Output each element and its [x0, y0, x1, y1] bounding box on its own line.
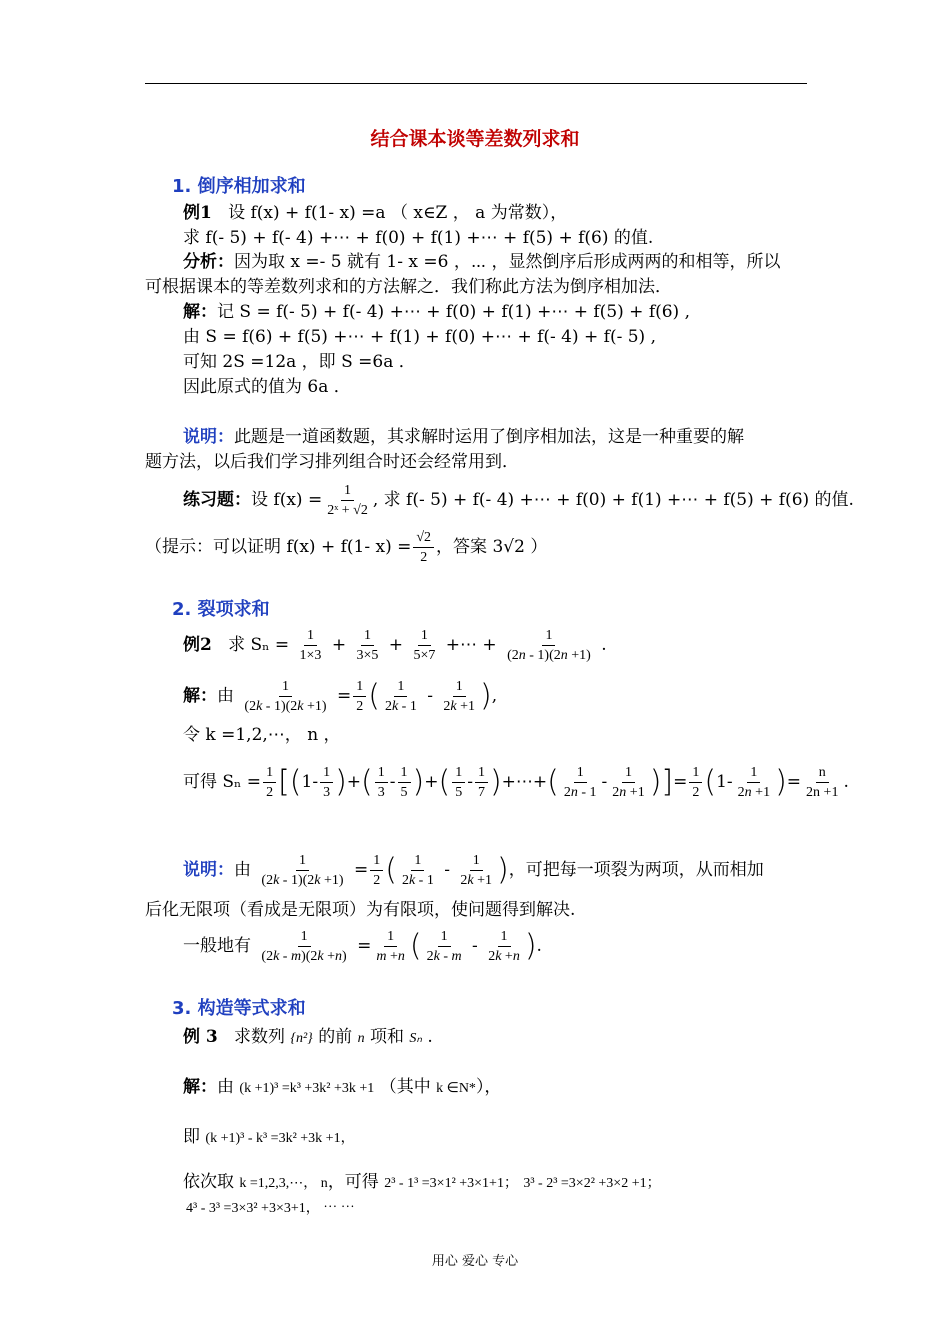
header-rule	[145, 83, 807, 84]
example-1-text: 设 f(x) + f(1- x) =a （ x∈Z ， a 为常数），	[228, 203, 568, 223]
example-2-pre: 求 Sₙ =	[228, 635, 290, 655]
analysis-label: 分析：	[183, 252, 234, 272]
example-2-term-3: $\frac{1}{5\times 7}$	[413, 628, 436, 663]
seq-k: k =1,2,3,⋯， n	[239, 1176, 328, 1191]
solution-1-line-2: 由 S = f(6) + f(5) +⋯ + f(1) + f(0) +⋯ + f(- 4) + f(- 5) ,	[183, 327, 656, 347]
page-title: 结合课本谈等差数列求和	[370, 128, 580, 150]
example-1	[183, 202, 567, 224]
general-line: 一般地有 $\frac{1}{(2k - m)(2k +n)}$ = $\frac{1}{m +n}$ ( $\frac{1}{2k - m}$ - $\frac{1}{2k +n}$ ).	[183, 928, 542, 964]
seq-pre: 依次取	[183, 1172, 234, 1192]
note-2-pre: 由	[234, 860, 251, 880]
solution-3-pre: 由	[217, 1077, 234, 1097]
note-2-line-1: 说明：由 $\frac{1}{(2k - 1)(2k +1)}$ = $\frac{1}{2}$ ( $\frac{1}{2k - 1}$ - $\frac{1}{2k +1}$ )，可把每一项裂为两项，从而相加	[183, 852, 764, 888]
hint-fraction-den: 2	[420, 550, 428, 565]
seq-line-1	[183, 1171, 661, 1195]
section-1-heading: 1. 倒序相加求和	[172, 176, 306, 197]
get-result-den: 2n +1	[806, 785, 839, 800]
solution-3-line-1	[183, 1076, 501, 1100]
let-line: 令 k =1,2,⋯， n ，	[183, 725, 341, 745]
get-result	[803, 764, 841, 801]
hint-fraction	[413, 529, 434, 566]
example-2-label: 例2	[183, 635, 212, 655]
solution-2-label: 解：	[183, 686, 217, 706]
solution-1-label: 解：	[183, 302, 217, 322]
get-pre: 可得 Sₙ =	[183, 772, 262, 792]
get-line: 可得 Sₙ = $\frac{1}{2}$ [(1- $\frac{1}{3}$ )+( $\frac{1}{3}$ - $\frac{1}{5}$ )+( $\frac{1}{5}$ - $\frac{1}{7}$ )+⋯+( $\frac{1}{2n - 1}$ - $\frac{1}{2n +1}$ )]= $\frac{1}{2}$ (1- $\frac{1}{2n +1}$ )= $\frac{n}{2n +1}$ .	[183, 764, 849, 800]
solution-1-line-1	[183, 301, 690, 323]
practice-pre: 设 f(x) =	[251, 490, 323, 510]
solution-2-half: $\frac{1}{2}$	[353, 678, 366, 715]
practice-label: 练习题：	[183, 490, 251, 510]
section-3-heading: 3. 构造等式求和	[172, 998, 306, 1019]
solution-2-b: $\frac{1}{2k +1}$	[443, 679, 476, 714]
example-1-question: 求 f(- 5) + f(- 4) +⋯ + f(0) + f(1) +⋯ + f(5) + f(6) 的值.	[183, 228, 654, 248]
analysis-line-1	[183, 251, 781, 273]
example-2-term-n: $\frac{1}{(2n - 1)(2n +1)}$	[507, 628, 591, 663]
example-3-label: 例 3	[183, 1027, 218, 1047]
practice-fraction-num: 1	[341, 482, 354, 501]
example-3-s: Sₙ	[409, 1031, 422, 1046]
example-3-text-a: 求数列	[233, 1027, 285, 1047]
note-1-line-1	[183, 426, 744, 448]
analysis-line-2: 可根据课本的等差数列求和的方法解之．我们称此方法为倒序相加法．	[145, 277, 672, 297]
note-2-line-2: 后化无限项（看成是无限项）为有限项，使问题得到解决.	[145, 900, 576, 920]
solution-2-frac: $\frac{1}{(2k - 1)(2k +1)}$	[244, 679, 327, 714]
solution-2-pre: 由	[217, 686, 234, 706]
solution-3-eq: (k +1)³ =k³ +3k² +3k +1	[239, 1081, 375, 1096]
note-2-post: ，可把每一项裂为两项，从而相加	[508, 860, 764, 880]
analysis-text-1: 因为取 x =- 5 就有 1- x =6 ，⋯ ，显然倒序后形成两两的和相等，所以	[234, 252, 781, 272]
note-1-line-2: 题方法，以后我们学习排列组合时还会经常用到．	[145, 452, 519, 472]
ie-line	[183, 1126, 355, 1150]
seq-mid: ，可得	[327, 1172, 379, 1192]
example-1-label: 例1	[183, 203, 212, 223]
seq-eq-2: 3³ - 2³ =3×2² +3×2 +1；	[523, 1176, 661, 1191]
section-2-heading: 2. 裂项求和	[172, 599, 270, 620]
note-1-label: 说明：	[183, 427, 234, 447]
example-3-seq: {n²}	[290, 1031, 313, 1046]
seq-eq-1: 2³ - 1³ =3×1² +3×1+1；	[384, 1176, 518, 1191]
practice-line	[183, 480, 854, 520]
solution-3-end: ），	[475, 1077, 502, 1097]
practice-post: , 求 f(- 5) + f(- 4) +⋯ + f(0) + f(1) +⋯ + f(5) + f(6) 的值.	[372, 490, 854, 510]
solution-2-a: $\frac{1}{2k - 1}$	[384, 679, 417, 714]
hint-post: ，答案 3√2 ）	[436, 537, 548, 557]
solution-1-text-1: 记 S = f(- 5) + f(- 4) +⋯ + f(0) + f(1) +⋯ + f(5) + f(6) ,	[217, 302, 690, 322]
ie-eq: (k +1)³ - k³ =3k² +3k +1，	[205, 1131, 355, 1146]
note-2-label: 说明：	[183, 860, 234, 880]
hint-line	[145, 527, 547, 567]
solution-3-cond: k ∈N*	[436, 1081, 476, 1096]
example-2: 例2 求 Sₙ = $\frac{1}{1\times 3}$ + $\frac{1}{3\times 5}$ + $\frac{1}{5\times 7}$ +⋯ + $\frac{1}{(2n - 1)(2n +1)}$ .	[183, 628, 607, 663]
ie-pre: 即	[183, 1127, 200, 1147]
solution-3-label: 解：	[183, 1077, 217, 1097]
solution-2-line-1: 解：由 $\frac{1}{(2k - 1)(2k +1)}$ = $\frac{1}{2}$ ( $\frac{1}{2k - 1}$ - $\frac{1}{2k +1}$ ),	[183, 678, 498, 714]
get-half: $\frac{1}{2}$	[263, 764, 276, 801]
page-footer: 用心 爱心 专心	[431, 1254, 519, 1269]
seq-line-2: 4³ - 3³ =3×3² +3×3+1， ⋯ ⋯	[186, 1201, 355, 1216]
general-pre: 一般地有	[183, 936, 251, 956]
note-1-text-1: 此题是一道函数题，其求解时运用了倒序相加法，这是一种重要的解	[234, 427, 744, 447]
practice-fraction-den: 2ˣ + √2	[327, 503, 368, 518]
example-2-term-1: $\frac{1}{1\times 3}$	[299, 628, 322, 663]
practice-fraction	[324, 482, 371, 519]
example-3: 例 3 求数列 {n²} 的前 n 项和 Sₙ .	[183, 1027, 433, 1047]
example-3-text-b: 的前	[318, 1027, 353, 1047]
solution-1-line-3: 可知 2S =12a ，即 S =6a ．	[183, 352, 416, 372]
get-result-num: n	[816, 764, 829, 783]
example-3-n: n	[357, 1031, 365, 1046]
solution-1-line-4: 因此原式的值为 6a ．	[183, 377, 351, 397]
hint-fraction-num: √2	[413, 529, 434, 548]
solution-3-mid: （其中	[379, 1077, 431, 1097]
example-3-text-c: 项和	[370, 1027, 404, 1047]
example-2-term-2: $\frac{1}{3\times 5}$	[356, 628, 379, 663]
hint-pre: （提示：可以证明 f(x) + f(1- x) =	[145, 537, 412, 557]
